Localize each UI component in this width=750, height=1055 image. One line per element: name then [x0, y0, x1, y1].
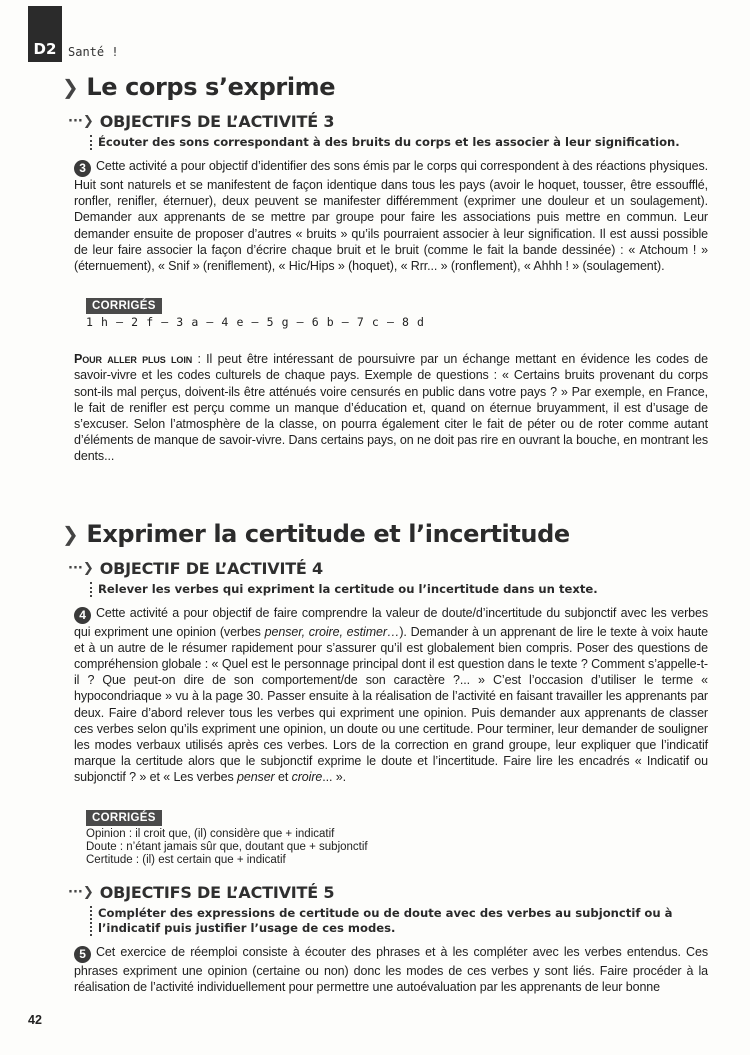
paragraph-text: Cette activité a pour objectif de faire comprendre la valeur de doute/d’incertitude du subjonctif avec les verbes qui expriment une opinion (verbes [74, 605, 708, 639]
activity-3-paragraph [74, 158, 708, 274]
heading-text: Le corps s’exprime [86, 73, 336, 101]
objective-text: Relever les verbes qui expriment la certitude ou l’incertitude dans un texte. [98, 581, 598, 596]
objective-heading-3 [68, 112, 708, 131]
chevron-right-icon: ❯ [62, 521, 79, 546]
page-content [62, 72, 708, 995]
dotted-arrow-icon: ···❯ [68, 560, 94, 576]
objective-heading-4 [68, 559, 708, 578]
further-label: Pour aller plus loin [74, 352, 193, 367]
objective-goal-4 [90, 582, 708, 597]
section-heading-corps [62, 72, 708, 102]
section-name: Santé ! [68, 45, 119, 59]
objective-goal-3 [90, 135, 708, 150]
unit-tab: D2 [28, 6, 62, 62]
paragraph-text: Cet exercice de réemploi consiste à écouter des phrases et à les compléter avec les verbes entendus. Ces phrases expriment une opinion (certaine ou non) donc les modes de ces verbes y sont liés. Faire procéder à la réalisation de l’activité individuellement pour permettre une autoévaluation par les apprenants de leur bonne [74, 944, 708, 994]
objective-title: OBJECTIF DE L’ACTIVITÉ 4 [99, 558, 323, 578]
corriges-line: Certitude : (il) est certain que + indicatif [86, 853, 286, 866]
corriges-answers: 1 h – 2 f – 3 a – 4 e – 5 g – 6 b – 7 c – 8 d [86, 315, 425, 330]
paragraph-emphasis: penser [236, 770, 275, 785]
activity-5-paragraph [74, 944, 708, 995]
paragraph-emphasis: croire [291, 770, 323, 785]
objective-text: Compléter des expressions de certitude ou de doute avec des verbes au subjonctif ou à l’indicatif puis justifier l’usage de ces modes. [98, 905, 673, 935]
objective-title: OBJECTIFS DE L’ACTIVITÉ 5 [99, 882, 335, 902]
corriges-badge: CORRIGÉS [86, 298, 162, 314]
corriges-badge: CORRIGÉS [86, 810, 162, 826]
dotted-bar-icon [90, 135, 92, 150]
corriges-box-4 [86, 808, 708, 867]
dotted-bar-icon [90, 906, 92, 936]
paragraph-text: ... ». [322, 770, 346, 785]
page-number: 42 [28, 1013, 42, 1027]
paragraph-emphasis: penser, croire, estimer… [264, 624, 400, 639]
section-heading-certitude [62, 519, 708, 549]
heading-text: Exprimer la certitude et l’incertitude [86, 519, 570, 548]
dotted-bar-icon [90, 582, 92, 597]
paragraph-text: et [274, 770, 292, 785]
chevron-right-icon: ❯ [62, 75, 79, 99]
further-text: : Il peut être intéressant de poursuivre par un échange mettant en évidence les codes de savoir-vivre et les codes culturels de chaque pays. Exemple de questions : « Certains bruits provenant du corps sont-ils mal perçus, doivent-ils être atténués voire censurés en public dans votre pays ? » Par exemple, en France, le fait de renifler est perçu comme un manque d’éducation et, quand on éternue bruyamment, il est d’usage de s’excuser. Selon l’atmosphère de la classe, on pourra également citer le fait de péter ou de roter comme autant d’éléments de manque de savoir-vivre. Dans certains pays, on ne doit pas rire en ouvrant la bouche, en montrant les dents... [74, 352, 708, 464]
corriges-line: Opinion : il croit que, (il) considère que + indicatif [86, 827, 335, 840]
dotted-arrow-icon: ···❯ [68, 114, 94, 129]
activity-4-paragraph [74, 605, 708, 786]
page-header [28, 4, 119, 62]
dotted-arrow-icon: ···❯ [68, 884, 94, 900]
further-paragraph [74, 351, 708, 464]
corriges-line: Doute : n’étant jamais sûr que, doutant que + subjonctif [86, 840, 368, 853]
corriges-box-3 [86, 296, 708, 329]
activity-number-badge: 5 [74, 946, 91, 963]
activity-number-badge: 3 [74, 160, 91, 177]
objective-heading-5 [68, 883, 708, 902]
paragraph-text: Cette activité a pour objectif d’identifier des sons émis par le corps qui correspondent à des réactions physiques. Huit sont naturels et se manifestent de façon identique dans tous les pays (avoir le hoquet, tousser, être essoufflé, ronfler, renifler, éternuer), deux peuvent se manifester différemment (exprimer une douleur et un soulagement). Demander aux apprenants de se mettre par groupe pour faire les associations puis mettre en commun. Leur demander ensuite de proposer d’autres « bruits » qu’ils pourraient associer à leur signification. Il est aussi possible de leur faire associer la façon d’écrire chaque bruit et le bruit (comme le fait la bande dessinée) : « Atchoum ! » (éternuement), « Snif » (reniflement), « Hic/Hips » (hoquet), « Rrr... » (ronflement), « Ahhh ! » (soulagement). [74, 159, 708, 274]
objective-goal-5 [90, 906, 708, 936]
objective-title: OBJECTIFS DE L’ACTIVITÉ 3 [99, 112, 335, 131]
paragraph-text: ). Demander à un apprenant de lire le texte à voix haute et à un autre de le résumer rapidement pour s’assurer qu’il est globalement bien compris. Poser des questions de compréhension globale : « Quel est le personnage principal dont il est question dans le texte ? Comment s’appelle-t-il ? Que peut-on dire de son comportement/de son caractère ?... » C’est l’occasion d’utiliser le terme « hypocondriaque » vu à la page 30. Passer ensuite à la réalisation de l’activité en faisant travailler les apprenants par deux. Faire d’abord relever tous les verbes qui expriment une opinion. Puis demander aux apprenants de classer ces verbes selon qu’ils expriment une opinion, un doute ou une certitude. Pour terminer, leur demander de souligner les modes verbaux utilisés après ces verbes. Lors de la correction en grand groupe, leur expliquer que l’indicatif marque la certitude alors que le subjonctif exprime le doute et l’incertitude. Faire lire les encadrés « Indicatif ou subjonctif ? » et « Les verbes [74, 624, 708, 785]
activity-number-badge: 4 [74, 607, 91, 624]
objective-text: Écouter des sons correspondant à des bruits du corps et les associer à leur signification. [98, 135, 680, 149]
